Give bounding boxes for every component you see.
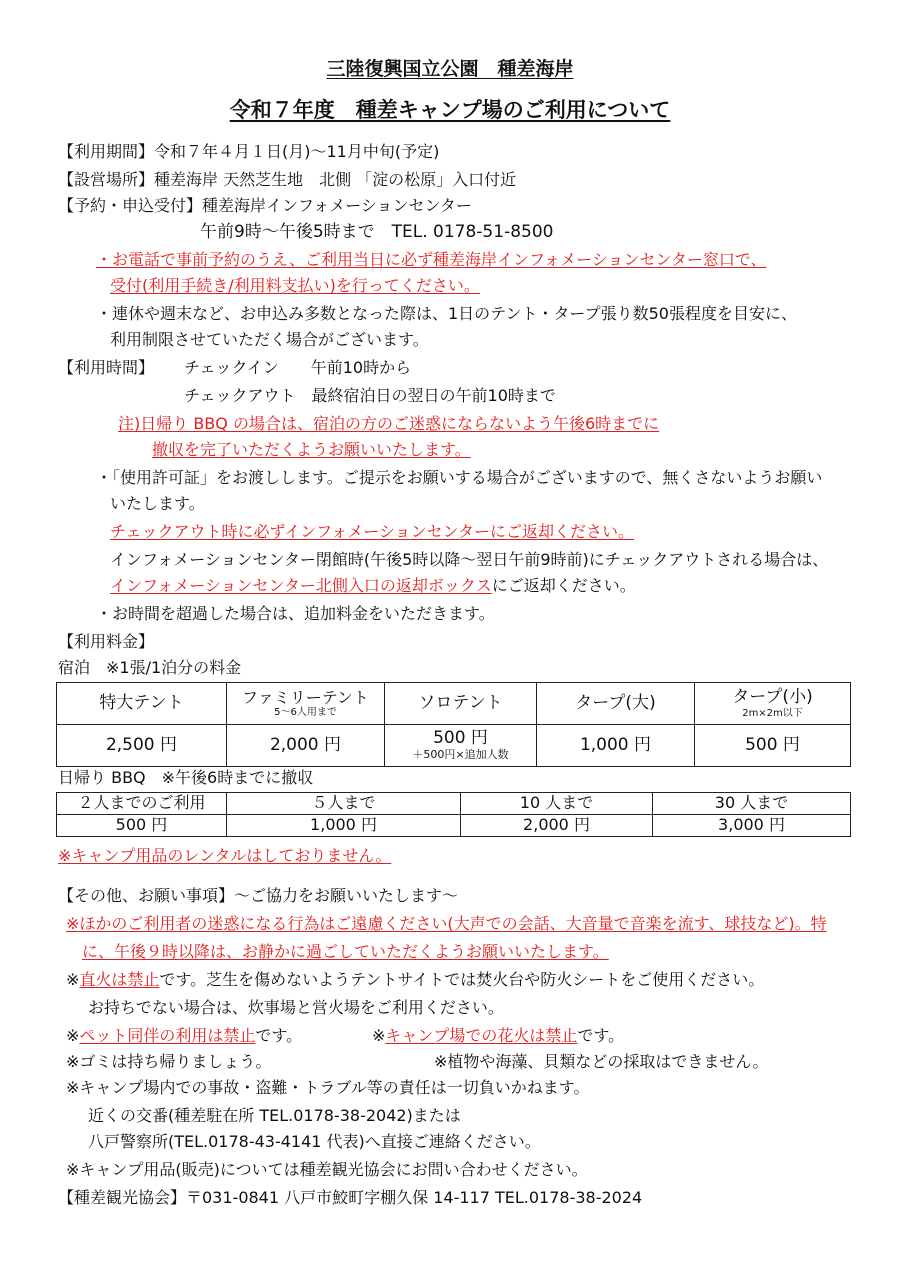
day-fee-label: 日帰り BBQ ※午後6時までに撤収 bbox=[58, 768, 314, 787]
open-fire-mark: ※ bbox=[66, 970, 80, 989]
association-contact: 【種差観光協会】〒031-0841 八戸市鮫町字棚久保 14-117 TEL.0178-38-2024 bbox=[58, 1188, 643, 1207]
stay-price-cell: 2,000 円 bbox=[227, 725, 385, 767]
fireworks-prohibited: キャンプ場での花火は禁止 bbox=[385, 1026, 578, 1045]
table-row bbox=[57, 815, 851, 837]
reservation-info: 【予約・申込受付】種差海岸インフォメーションセンター bbox=[58, 196, 472, 215]
police-contact-2: 八戸警察所(TEL.0178-43-4141 代表)へ直接ご連絡ください。 bbox=[88, 1132, 541, 1151]
open-fire-note-2: お持ちでない場合は、炊事場と営火場をご利用ください。 bbox=[88, 998, 504, 1017]
liability-note: ※キャンプ場内での事故・盗難・トラブル等の責任は一切負いかねます。 bbox=[66, 1078, 590, 1097]
reservation-note-red-2: 受付(利用手続き/利用料支払い)を行ってください。 bbox=[110, 276, 480, 295]
day-price-cell: 500 円 bbox=[57, 815, 227, 837]
stay-price-cell: 500 円 bbox=[695, 725, 851, 767]
other-requests-label: 【その他、お願い事項】～ご協力をお願いいたします～ bbox=[58, 886, 459, 905]
stay-price-cell: 1,000 円 bbox=[537, 725, 695, 767]
setup-location: 【設営場所】種差海岸 天然芝生地 北側 「淀の松原」入口付近 bbox=[58, 170, 517, 189]
page-title: 三陸復興国立公園 種差海岸 bbox=[326, 58, 574, 80]
page-subtitle: 令和７年度 種差キャンプ場のご利用について bbox=[229, 98, 671, 122]
plants-note: ※植物や海藻、貝類などの採取はできません。 bbox=[434, 1052, 769, 1071]
stay-header-cell: ソロテント bbox=[385, 683, 537, 725]
table-row bbox=[57, 683, 851, 725]
open-fire-text: です。芝生を傷めないようテントサイトでは焚火台や防火シートをご使用ください。 bbox=[159, 970, 765, 989]
sales-note: ※キャンプ用品(販売)については種差観光協会にお問い合わせください。 bbox=[66, 1160, 588, 1179]
stay-fee-label: 宿泊 ※1張/1泊分の料金 bbox=[58, 658, 242, 677]
stay-header-cell: タープ(大) bbox=[537, 683, 695, 725]
bbq-note-1: 注)日帰り BBQ の場合は、宿泊の方のご迷惑にならないよう午後6時までに bbox=[118, 414, 660, 433]
overtime-note: ・お時間を超過した場合は、追加料金をいただきます。 bbox=[96, 604, 495, 623]
usage-time-label: 【利用時間】 bbox=[58, 358, 155, 377]
day-header-cell: ２人までのご利用 bbox=[57, 793, 227, 815]
day-header-cell: 30 人まで bbox=[653, 793, 851, 815]
fireworks-note bbox=[372, 1026, 624, 1045]
return-box-text: にご返却ください。 bbox=[491, 576, 636, 595]
pet-note bbox=[66, 1026, 302, 1045]
stay-header-cell: タープ(小) 2m×2m以下 bbox=[695, 683, 851, 725]
reservation-note-red-1: ・お電話で事前予約のうえ、ご利用当日に必ず種差海岸インフォメーションセンター窓口で、 bbox=[96, 250, 767, 269]
closed-hours-note: インフォメーションセンター閉館時(午後5時以降～翌日午前9時前)にチェックアウトされる場合は、 bbox=[110, 550, 829, 569]
pet-mark: ※ bbox=[66, 1026, 80, 1045]
pet-prohibited: ペット同伴の利用は禁止 bbox=[79, 1026, 256, 1045]
day-price-cell: 3,000 円 bbox=[653, 815, 851, 837]
day-header-cell: 10 人まで bbox=[461, 793, 653, 815]
noise-note-1: ※ほかのご利用者の迷惑になる行為はご遠慮ください(大声での会話、大音量で音楽を流す、球技など)。特 bbox=[66, 914, 827, 933]
noise-note-2: に、午後９時以降は、お静かに過ごしていただくようお願いいたします。 bbox=[82, 942, 609, 961]
police-contact-1: 近くの交番(種差駐在所 TEL.0178-38-2042)または bbox=[88, 1106, 461, 1125]
fee-label: 【利用料金】 bbox=[58, 632, 155, 651]
day-fee-table bbox=[56, 792, 851, 837]
open-fire-note bbox=[66, 970, 764, 989]
stay-header-cell: 特大テント bbox=[57, 683, 227, 725]
table-row bbox=[57, 793, 851, 815]
usage-period: 【利用期間】令和７年４月１日(月)～11月中旬(予定) bbox=[58, 142, 440, 161]
pet-text: です。 bbox=[255, 1026, 303, 1045]
checkout-time: チェックアウト 最終宿泊日の翌日の午前10時まで bbox=[184, 386, 556, 405]
reservation-hours: 午前9時～午後5時まで TEL. 0178-51-8500 bbox=[200, 222, 554, 242]
return-box-note bbox=[110, 576, 636, 595]
return-note-red: チェックアウト時に必ずインフォメーションセンターにご返却ください。 bbox=[110, 522, 635, 541]
no-rental-note: ※キャンプ用品のレンタルはしておりません。 bbox=[58, 846, 392, 865]
checkin-time: チェックイン 午前10時から bbox=[184, 358, 412, 377]
permit-note-1: ・「使用許可証」をお渡しします。ご提示をお願いする場合がございますので、無くさないようお願い bbox=[96, 468, 823, 487]
day-price-cell: 1,000 円 bbox=[227, 815, 461, 837]
stay-fee-table bbox=[56, 682, 851, 767]
open-fire-prohibited: 直火は禁止 bbox=[79, 970, 160, 989]
fireworks-mark: ※ bbox=[372, 1026, 386, 1045]
day-header-cell: ５人まで bbox=[227, 793, 461, 815]
fireworks-text: です。 bbox=[577, 1026, 625, 1045]
trash-note: ※ゴミは持ち帰りましょう。 bbox=[66, 1052, 272, 1071]
usage-limit-note-1: ・連休や週末など、お申込み多数となった際は、1日のテント・タープ張り数50張程度を目安に、 bbox=[96, 304, 797, 323]
permit-note-2: いたします。 bbox=[110, 494, 205, 513]
stay-price-cell: 2,500 円 bbox=[57, 725, 227, 767]
usage-limit-note-2: 利用制限させていただく場合がございます。 bbox=[110, 330, 429, 349]
stay-header-cell: ファミリーテント 5～6人用まで bbox=[227, 683, 385, 725]
return-box-location: インフォメーションセンター北側入口の返却ボックス bbox=[110, 576, 492, 595]
day-price-cell: 2,000 円 bbox=[461, 815, 653, 837]
stay-price-cell: 500 円 ＋500円×追加人数 bbox=[385, 725, 537, 767]
bbq-note-2: 撤収を完了いただくようお願いいたします。 bbox=[152, 440, 471, 459]
table-row bbox=[57, 725, 851, 767]
